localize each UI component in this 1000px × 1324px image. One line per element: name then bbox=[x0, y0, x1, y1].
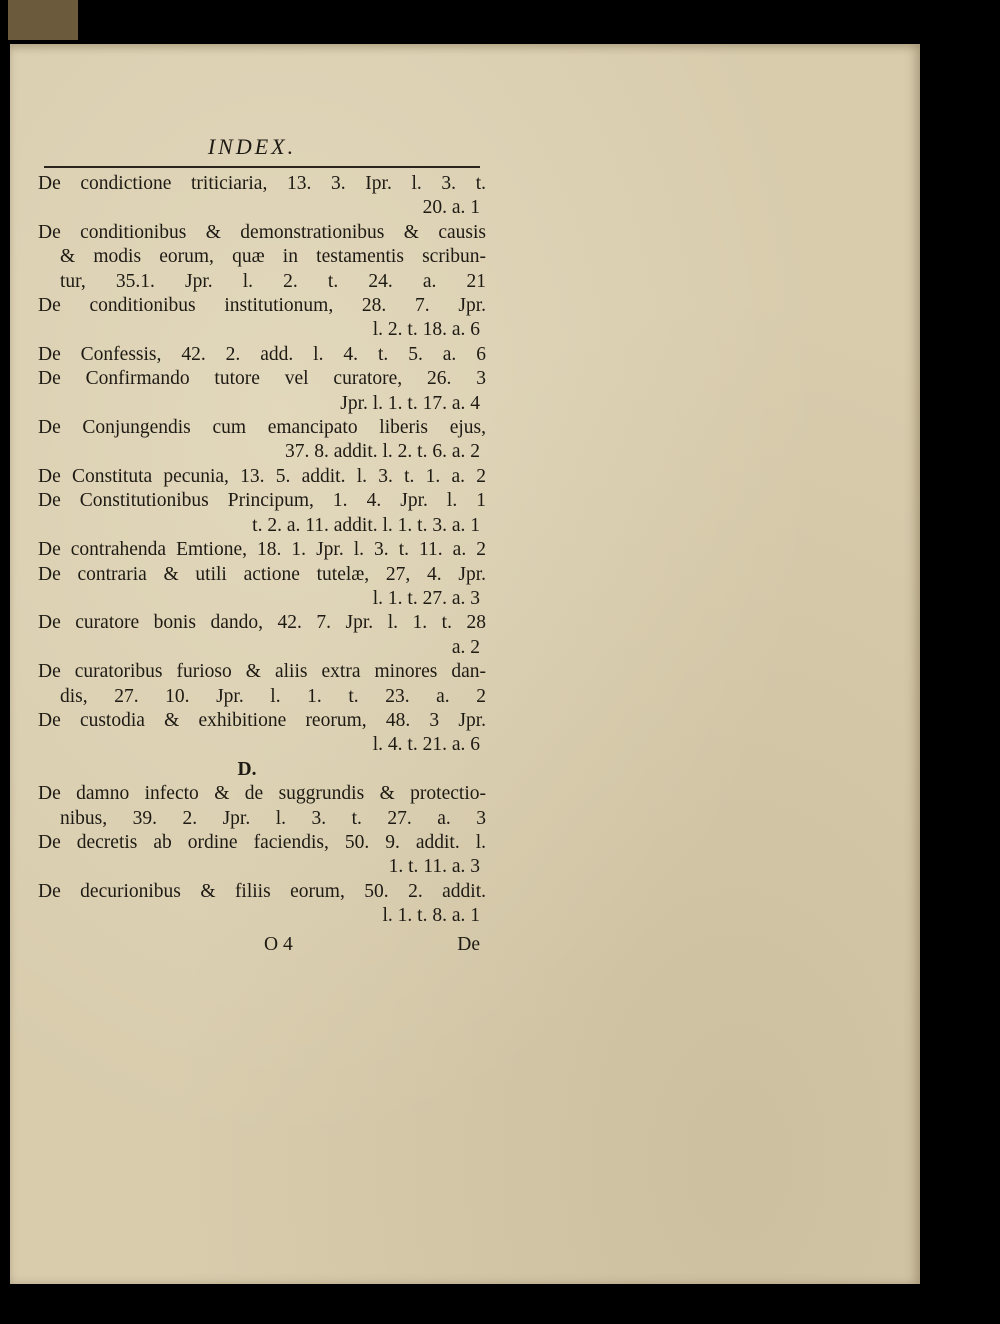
catchword: De bbox=[457, 933, 480, 955]
entry-reference: Jpr. l. 1. t. 17. a. 4 bbox=[340, 392, 480, 414]
index-entry bbox=[38, 367, 486, 416]
index-entry bbox=[38, 831, 486, 880]
entry-line: De decretis ab ordine faciendis, 50. 9. addit. l. bbox=[38, 831, 486, 853]
index-text-block bbox=[38, 128, 486, 959]
index-entry bbox=[38, 465, 486, 489]
index-entry bbox=[38, 660, 486, 709]
section-letter: D. bbox=[237, 758, 257, 780]
entry-reference: l. 2. t. 18. a. 6 bbox=[372, 319, 480, 341]
entry-line: De contrahenda Emtione, 18. 1. Jpr. l. 3. t. 11. a. 2 bbox=[38, 539, 486, 561]
index-entry bbox=[38, 709, 486, 758]
entry-line: De Constitutionibus Principum, 1. 4. Jpr. l. 1 bbox=[38, 490, 486, 512]
entry-reference: t. 2. a. 11. addit. l. 1. t. 3. a. 1 bbox=[252, 514, 480, 536]
index-entry bbox=[38, 172, 486, 221]
entry-line: De conditionibus institutionum, 28. 7. Jpr. bbox=[38, 295, 486, 317]
entry-reference: 37. 8. addit. l. 2. t. 6. a. 2 bbox=[285, 441, 480, 463]
page-footer bbox=[38, 933, 486, 959]
index-entry bbox=[38, 563, 486, 612]
entry-reference: l. 4. t. 21. a. 6 bbox=[372, 734, 480, 756]
index-entry bbox=[38, 294, 486, 343]
entry-line: De condictione triticiaria, 13. 3. Ipr. l. 3. t. bbox=[38, 173, 486, 194]
entry-reference: l. 1. t. 8. a. 1 bbox=[382, 905, 480, 927]
entry-line: De Confessis, 42. 2. add. l. 4. t. 5. a. 6 bbox=[38, 343, 486, 365]
entry-line: De conditionibus & demonstrationibus & causis bbox=[38, 221, 486, 243]
entry-reference: 1. t. 11. a. 3 bbox=[388, 856, 480, 878]
entry-line: De Conjungendis cum emancipato liberis ejus, bbox=[38, 417, 486, 439]
entry-reference: l. 1. t. 27. a. 3 bbox=[372, 587, 480, 609]
index-entry bbox=[38, 611, 486, 660]
index-entry bbox=[38, 221, 486, 294]
entry-line: tur, 35.1. Jpr. l. 2. t. 24. a. 21 bbox=[60, 270, 486, 292]
index-entry bbox=[38, 880, 486, 929]
index-entry bbox=[38, 538, 486, 562]
header-rule bbox=[44, 166, 480, 168]
index-entry bbox=[38, 489, 486, 538]
entry-line: De contraria & utili actione tutelæ, 27, 4. Jpr. bbox=[38, 563, 486, 585]
signature-mark: O 4 bbox=[264, 933, 293, 955]
entry-line: De custodia & exhibitione reorum, 48. 3 Jpr. bbox=[38, 709, 486, 731]
entry-line: De Confirmando tutore vel curatore, 26. 3 bbox=[38, 368, 486, 390]
index-entry bbox=[38, 782, 486, 831]
entry-line: De curatoribus furioso & aliis extra minores dan- bbox=[38, 661, 486, 683]
entry-reference: a. 2 bbox=[451, 636, 480, 658]
page-header: INDEX. bbox=[207, 134, 297, 159]
index-entry bbox=[38, 416, 486, 465]
entry-reference: 20. a. 1 bbox=[422, 197, 480, 219]
book-cover-edge bbox=[8, 0, 78, 40]
entry-line: nibus, 39. 2. Jpr. l. 3. t. 27. a. 3 bbox=[60, 807, 486, 829]
entry-line: De decurionibus & filiis eorum, 50. 2. addit. bbox=[38, 880, 486, 902]
entry-line: De damno infecto & de suggrundis & protectio- bbox=[38, 783, 486, 805]
entry-line: dis, 27. 10. Jpr. l. 1. t. 23. a. 2 bbox=[60, 685, 486, 707]
entry-line: De curatore bonis dando, 42. 7. Jpr. l. 1. t. 28 bbox=[38, 612, 486, 634]
entry-line: De Constituta pecunia, 13. 5. addit. l. 3. t. 1. a. 2 bbox=[38, 465, 486, 487]
index-entry bbox=[38, 343, 486, 367]
entry-line: & modis eorum, quæ in testamentis scribun- bbox=[60, 246, 486, 268]
